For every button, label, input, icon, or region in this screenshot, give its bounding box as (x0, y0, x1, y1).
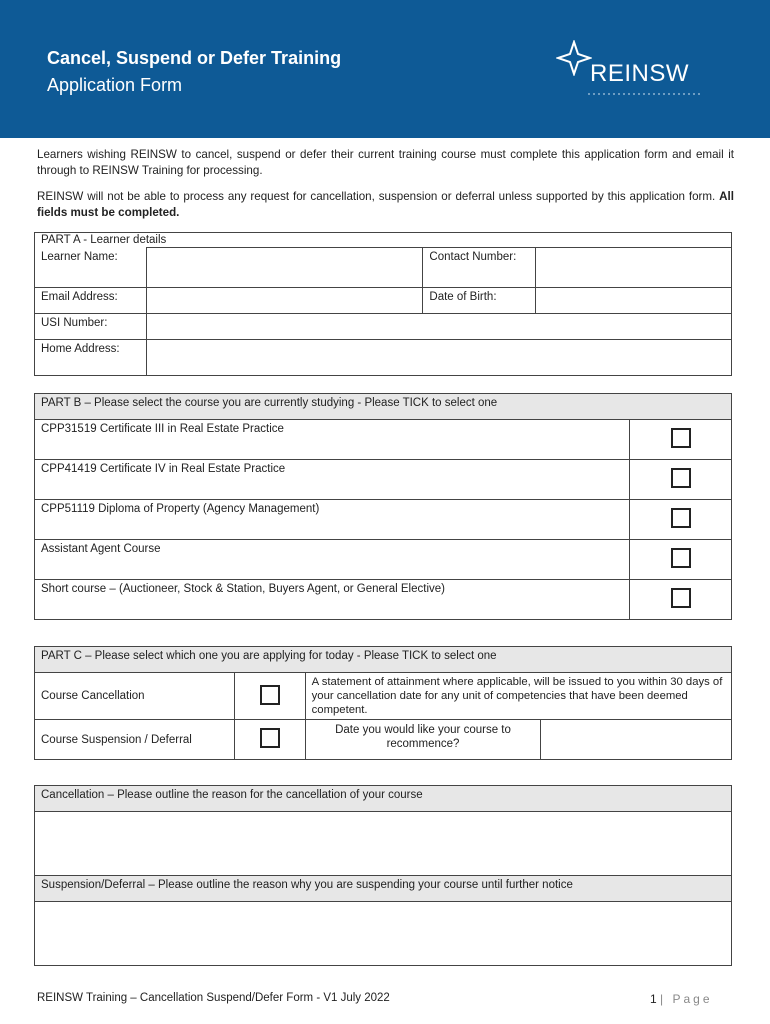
course-option: Assistant Agent Course (35, 540, 630, 580)
course-suspension-label: Course Suspension / Deferral (35, 720, 235, 760)
course-cancellation-label: Course Cancellation (35, 673, 235, 720)
usi-label: USI Number: (35, 314, 147, 340)
part-c-heading: PART C – Please select which one you are applying for today - Please TICK to select one (35, 647, 732, 673)
intro-paragraph-1: Learners wishing REINSW to cancel, suspend or defer their current training course must complete this application form and email it through to REINSW Training for processing. (37, 148, 734, 177)
header-banner (0, 0, 770, 138)
course-4-checkbox[interactable] (671, 548, 691, 568)
logo-tagline-decoration (588, 92, 700, 96)
intro-p2-bold: All fields must be completed. (37, 190, 734, 219)
course-option: CPP51119 Diploma of Property (Agency Management) (35, 500, 630, 540)
usi-field[interactable] (146, 314, 731, 340)
logo-text: REINSW (590, 60, 689, 87)
course-3-checkbox[interactable] (671, 508, 691, 528)
recommence-date-field[interactable] (541, 720, 732, 760)
reasons-table (34, 785, 732, 966)
cancellation-checkbox[interactable] (260, 685, 280, 705)
page-number-value: 1 (650, 992, 657, 1006)
part-a-table (34, 232, 732, 376)
intro-p2-text: REINSW will not be able to process any request for cancellation, suspension or deferral unless supported by this application form. (37, 190, 716, 203)
home-address-field[interactable] (146, 340, 731, 376)
cancellation-reason-heading: Cancellation – Please outline the reason for the cancellation of your course (35, 786, 732, 812)
page-label: | Page (660, 992, 713, 1006)
home-address-label: Home Address: (35, 340, 147, 376)
contact-number-field[interactable] (536, 248, 732, 288)
form-subtitle: Application Form (47, 75, 183, 95)
course-option: Short course – (Auctioneer, Stock & Station, Buyers Agent, or General Elective) (35, 580, 630, 620)
course-2-checkbox[interactable] (671, 468, 691, 488)
course-1-checkbox[interactable] (671, 428, 691, 448)
star-logo-icon (556, 40, 592, 76)
suspension-reason-field[interactable] (35, 902, 732, 966)
cancellation-note: A statement of attainment where applicable, will be issued to you within 30 days of your cancellation date for any unit of competencies that have been deemed competent. (305, 673, 731, 720)
learner-name-field[interactable] (146, 248, 423, 288)
part-b-table (34, 393, 732, 620)
page-number (650, 992, 713, 1006)
contact-number-label: Contact Number: (423, 248, 536, 288)
recommence-date-label: Date you would like your course to recommence? (305, 720, 541, 760)
email-field[interactable] (146, 288, 423, 314)
part-c-table (34, 646, 732, 760)
reinsw-logo (556, 40, 706, 100)
part-a-heading: PART A - Learner details (35, 233, 732, 248)
dob-field[interactable] (536, 288, 732, 314)
email-label: Email Address: (35, 288, 147, 314)
intro-paragraph-2 (37, 189, 734, 221)
cancellation-reason-field[interactable] (35, 812, 732, 876)
form-title: Cancel, Suspend or Defer Training (47, 48, 342, 68)
suspension-checkbox[interactable] (260, 728, 280, 748)
course-option: CPP41419 Certificate IV in Real Estate Practice (35, 460, 630, 500)
footer-text: REINSW Training – Cancellation Suspend/Defer Form - V1 July 2022 (37, 992, 390, 1004)
course-5-checkbox[interactable] (671, 588, 691, 608)
part-b-heading: PART B – Please select the course you are currently studying - Please TICK to select one (35, 394, 732, 420)
learner-name-label: Learner Name: (35, 248, 147, 288)
course-option: CPP31519 Certificate III in Real Estate Practice (35, 420, 630, 460)
suspension-reason-heading: Suspension/Deferral – Please outline the reason why you are suspending your course until further notice (35, 876, 732, 902)
dob-label: Date of Birth: (423, 288, 536, 314)
